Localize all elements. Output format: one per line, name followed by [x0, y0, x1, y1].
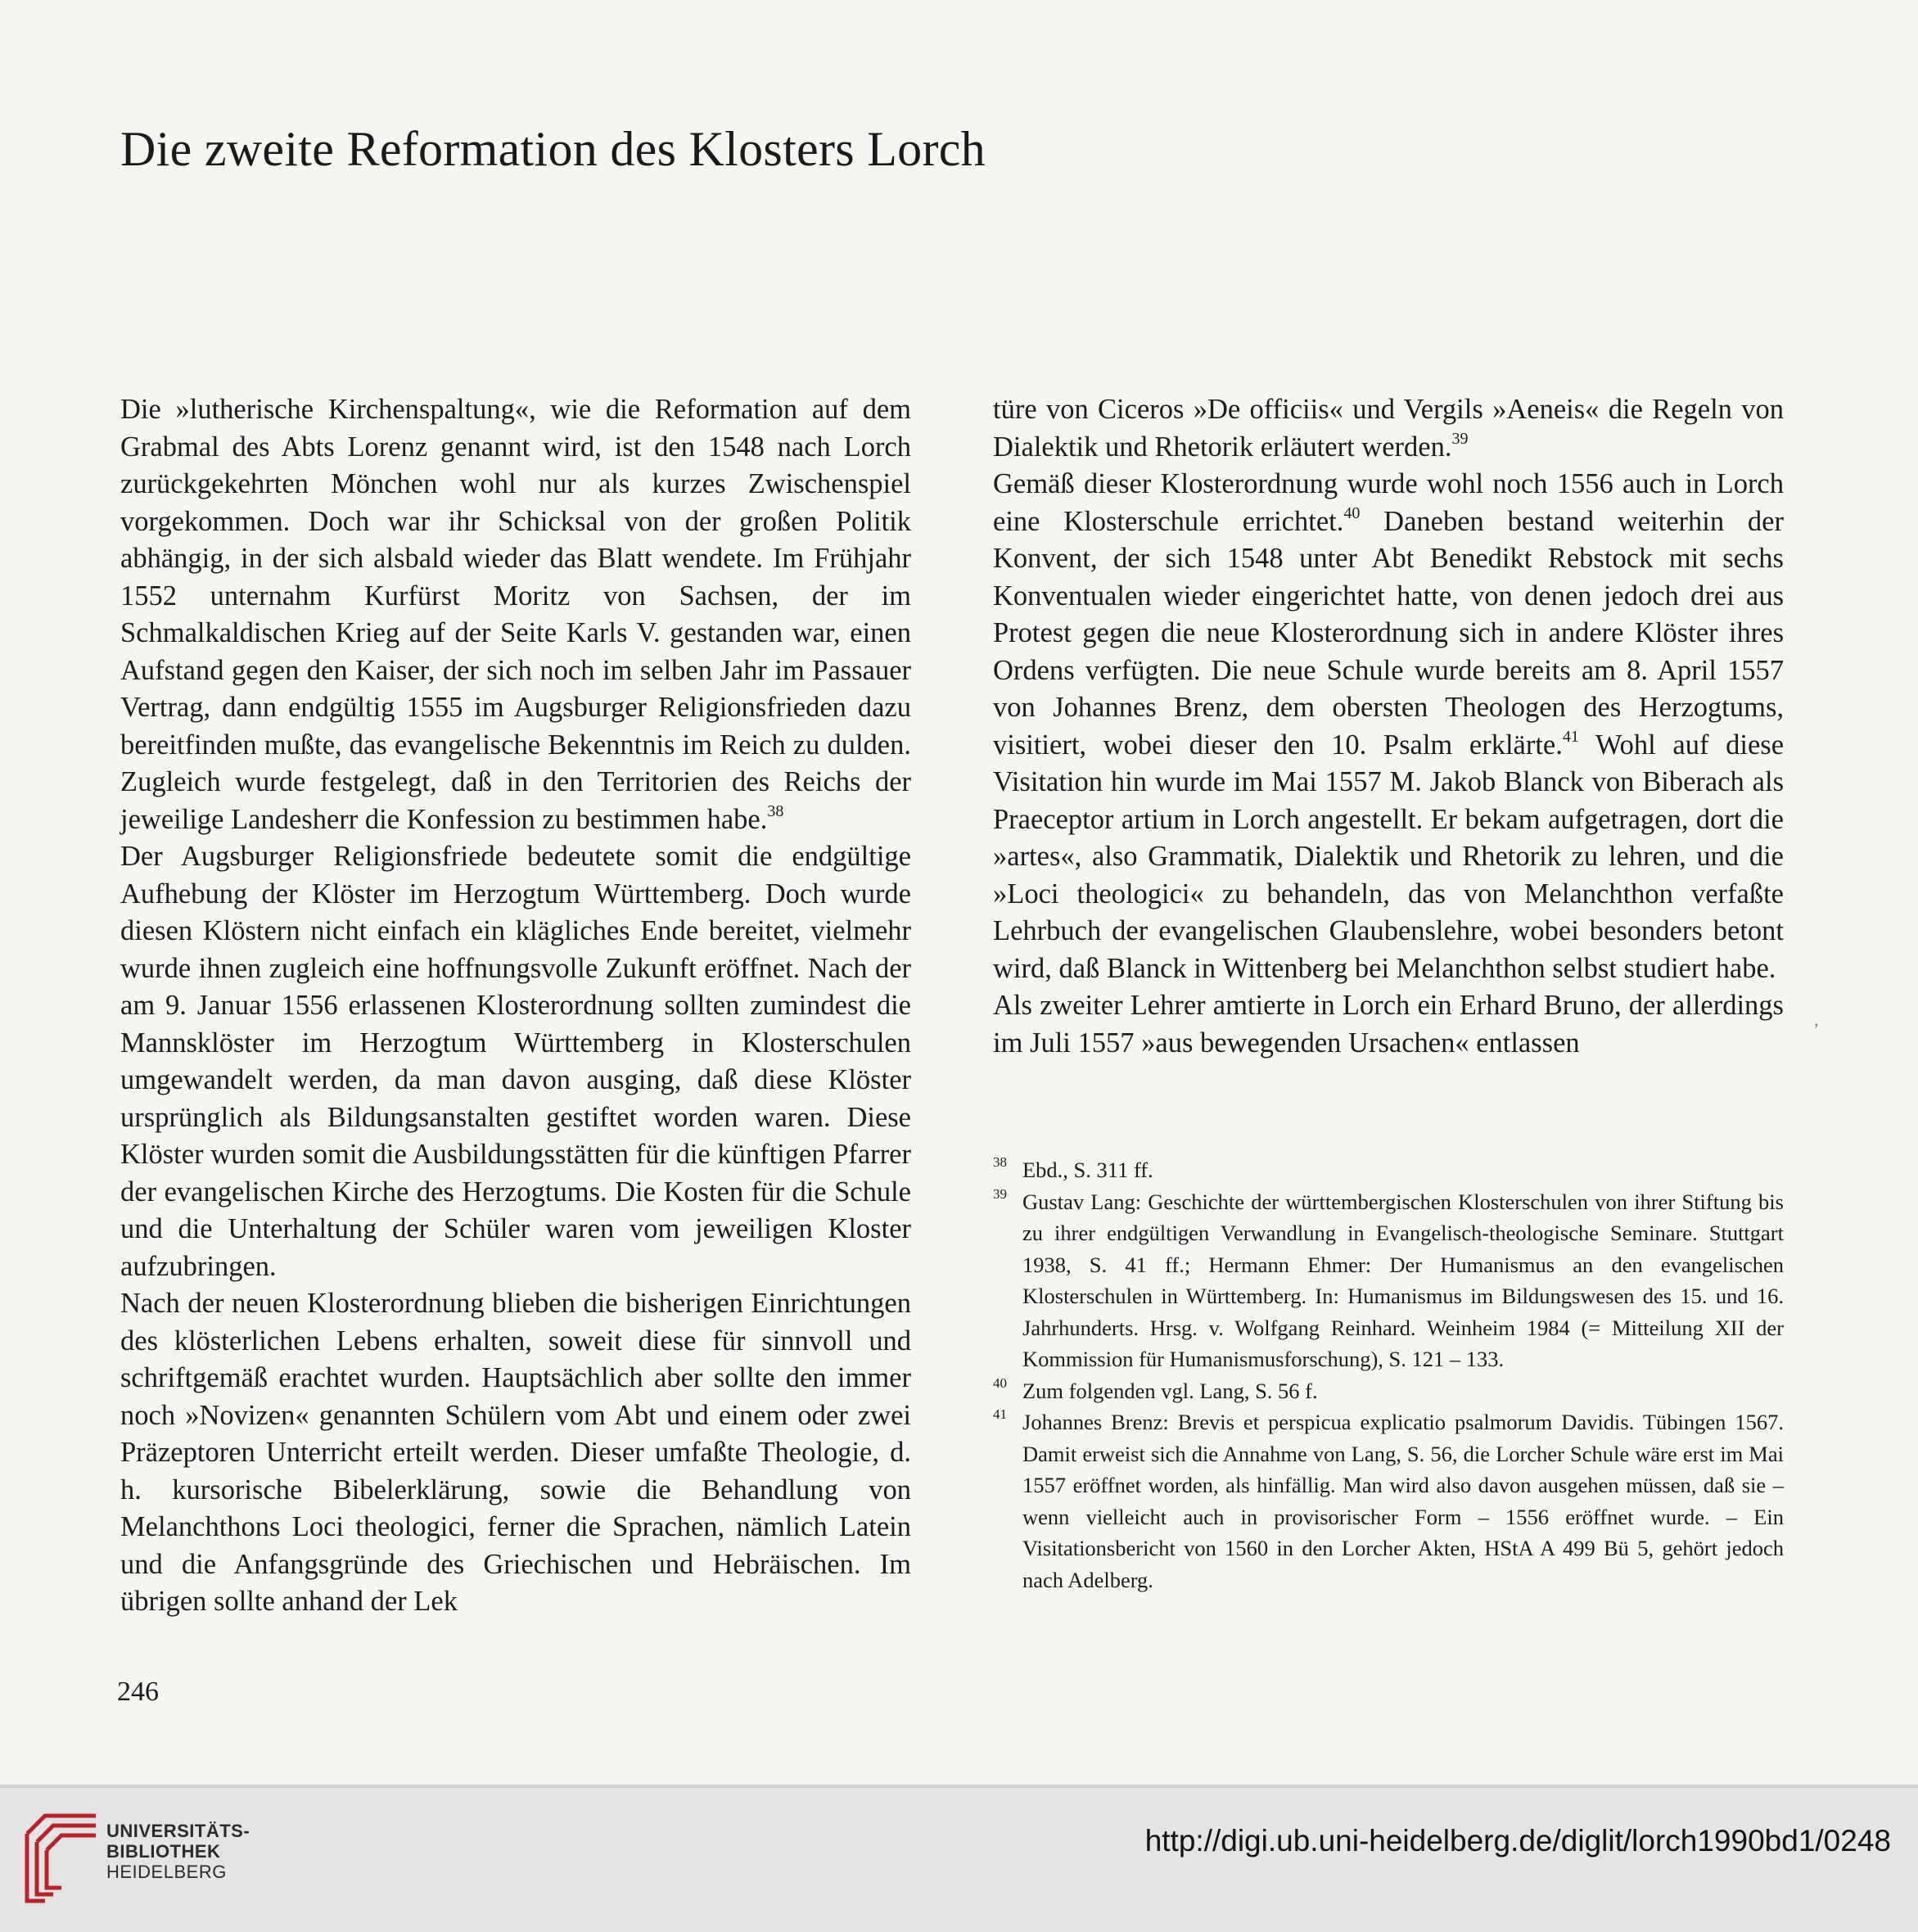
library-name[interactable] — [106, 1821, 250, 1882]
page-title: Die zweite Reformation des Klosters Lorch — [120, 122, 986, 176]
paragraph — [993, 466, 1784, 987]
footnote — [993, 1154, 1784, 1186]
footnote-number: 41 — [993, 1406, 1007, 1422]
paragraph-text: türe von Ciceros »De officiis« und Vergils »Aeneis« die Regeln von Dialektik und Rhetorik erläutert werden. — [993, 394, 1784, 463]
paragraph-text: Gemäß dieser Klosterordnung wurde wohl noch 1556 auch in Lorch eine Klosterschule errichtet. — [993, 468, 1784, 537]
footnote-number: 39 — [993, 1185, 1007, 1202]
footer-bar — [0, 1785, 1918, 1932]
footnote-text: Zum folgenden vgl. Lang, S. 56 f. — [1022, 1378, 1318, 1403]
paragraph-text: Die »lutherische Kirchenspaltung«, wie die Reformation auf dem Grabmal des Abts Lorenz genannt wird, ist den 1548 nach Lorch zurückgekehrten Mönchen wohl nur als kurzes Zwischenspiel vorgekommen. Doch war ihr Schicksal von der großen Politik abhängig, in der sich alsbald wieder das Blatt wendete. Im Frühjahr 1552 unternahm Kurfürst Moritz von Sachsen, der im Schmalkaldischen Krieg auf der Seite Karls V. gestanden war, einen Aufstand gegen den Kaiser, der sich noch im selben Jahr im Passauer Vertrag, dann endgültig 1555 im Augsburger Religionsfrieden dazu bereitfinden mußte, das evangelische Bekenntnis im Reich zu dulden. Zugleich wurde festgelegt, daß in den Territorien des Reichs der jeweilige Landesherr die Konfession zu bestimmen habe. — [120, 394, 911, 835]
footnote-number: 38 — [993, 1154, 1007, 1170]
library-name-line: HEIDELBERG — [106, 1862, 227, 1882]
text-column-left — [120, 391, 911, 1621]
library-name-line: BIBLIOTHEK — [106, 1841, 221, 1862]
paragraph: Der Augsburger Religionsfriede bedeutete somit die endgültige Aufhebung der Klöster im Herzogtum Württemberg. Doch wurde diesen Klöstern nicht einfach ein klägliches Ende bereitet, vielmehr wurde ihnen zugleich eine hoffnungsvolle Zukunft eröffnet. Nach der am 9. Januar 1556 erlassenen Klosterordnung sollten zumindest die Mannsklöster im Herzogtum Württemberg in Klosterschulen umgewandelt werden, da man davon ausging, daß diese Klöster ursprünglich als Bildungsanstalten gestiftet worden waren. Diese Klöster wurden somit die Ausbildungsstätten für die künftigen Pfarrer der evangelischen Kirche des Herzogtums. Die Kosten für die Schule und die Unterhaltung der Schüler waren vom jeweiligen Kloster aufzubringen. — [120, 841, 911, 1282]
stray-mark: ’ — [1813, 1019, 1820, 1040]
paragraph-text: Wohl auf diese Visitation hin wurde im Mai 1557 M. Jakob Blanck von Biberach als Praeceptor artium in Lorch angestellt. Er bekam aufgetragen, dort die »artes«, also Grammatik, Dialektik und Rhetorik zu lehren, und die »Loci theologici« zu behandeln, das von Melanchthon verfaßte Lehrbuch der evangelischen Glaubenslehre, wobei besonders betont wird, daß Blanck in Wittenberg bei Melanchthon selbst studiert habe. — [993, 729, 1785, 984]
footnote-number: 40 — [993, 1375, 1007, 1391]
footnote-text: Ebd., S. 311 ff. — [1022, 1158, 1153, 1182]
paragraph — [993, 391, 1784, 466]
paragraph-text: Daneben bestand weiterhin der Konvent, der sich 1548 unter Abt Benedikt Rebstock mit sechs Konventualen wieder eingerichtet hatte, von denen jedoch drei aus Protest gegen die neue Klosterordnung sich in andere Klöster ihres Ordens verfügten. Die neue Schule wurde bereits am 8. April 1557 von Johannes Brenz, dem obersten Theologen des Herzogtums, visitiert, wobei dieser den 10. Psalm erklärte. — [993, 505, 1784, 761]
source-url-link[interactable]: http://digi.ub.uni-heidelberg.de/diglit/lorch1990bd1/0248 — [1144, 1824, 1891, 1858]
text-column-right — [993, 391, 1784, 1062]
footnotes — [993, 1154, 1784, 1596]
footnote-ref[interactable]: 40 — [1343, 503, 1361, 522]
footnote — [993, 1406, 1784, 1596]
paragraph: Als zweiter Lehrer amtierte in Lorch ein Erhard Bruno, der allerdings im Juli 1557 »aus bewegenden Ursachen« entlassen — [993, 990, 1784, 1059]
library-name-line: UNIVERSITÄTS- — [106, 1821, 250, 1841]
footnote-text: Gustav Lang: Geschichte der württembergischen Klosterschulen von ihrer Stiftung bis zu ihrer endgültigen Verwandlung in Evangelisch-theologische Seminare. Stuttgart 1938, S. 41 ff.; Hermann Ehmer: Der Humanismus an den evangelischen Klosterschulen in Württemberg. In: Humanismus im Bildungswesen des 15. und 16. Jahrhunderts. Hrsg. v. Wolfgang Reinhard. Weinheim 1984 (= Mitteilung XII der Kommission für Humanismusforschung), S. 121 – 133. — [1022, 1189, 1784, 1371]
footnote — [993, 1375, 1784, 1407]
library-logo-icon[interactable] — [20, 1809, 102, 1907]
paragraph — [120, 391, 911, 838]
page-number: 246 — [117, 1677, 159, 1707]
footnote-ref[interactable]: 39 — [1451, 429, 1469, 448]
footnote-ref[interactable]: 38 — [767, 801, 784, 820]
footnote-text: Johannes Brenz: Brevis et perspicua explicatio psalmorum Davidis. Tübingen 1567. Damit erweist sich die Annahme von Lang, S. 56, die Lorcher Schule wäre erst im Mai 1557 eröffnet worden, als hinfällig. Man wird also davon ausgehen müssen, daß sie – wenn vielleicht auch in provisorischer Form – 1556 eröffnet wurde. – Ein Visitationsbericht von 1560 in den Lorcher Akten, HStA A 499 Bü 5, gehört jedoch nach Adelberg. — [1022, 1410, 1784, 1592]
footnote — [993, 1186, 1784, 1375]
paragraph: Nach der neuen Klosterordnung blieben die bisherigen Einrichtungen des klösterlichen Lebens erhalten, soweit diese für sinnvoll und schriftgemäß erachtet wurden. Hauptsächlich aber sollte den immer noch »Novizen« genannten Schülern vom Abt und einem oder zwei Präzeptoren Unterricht erteilt werden. Dieser umfaßte Theologie, d. h. kursorische Bibelerklärung, sowie die Behandlung von Melanchthons Loci theologici, ferner die Sprachen, nämlich Latein und die Anfangsgründe des Griechischen und Hebräischen. Im übrigen sollte anhand der Lek — [120, 1288, 911, 1617]
footnote-ref[interactable]: 41 — [1562, 727, 1579, 746]
